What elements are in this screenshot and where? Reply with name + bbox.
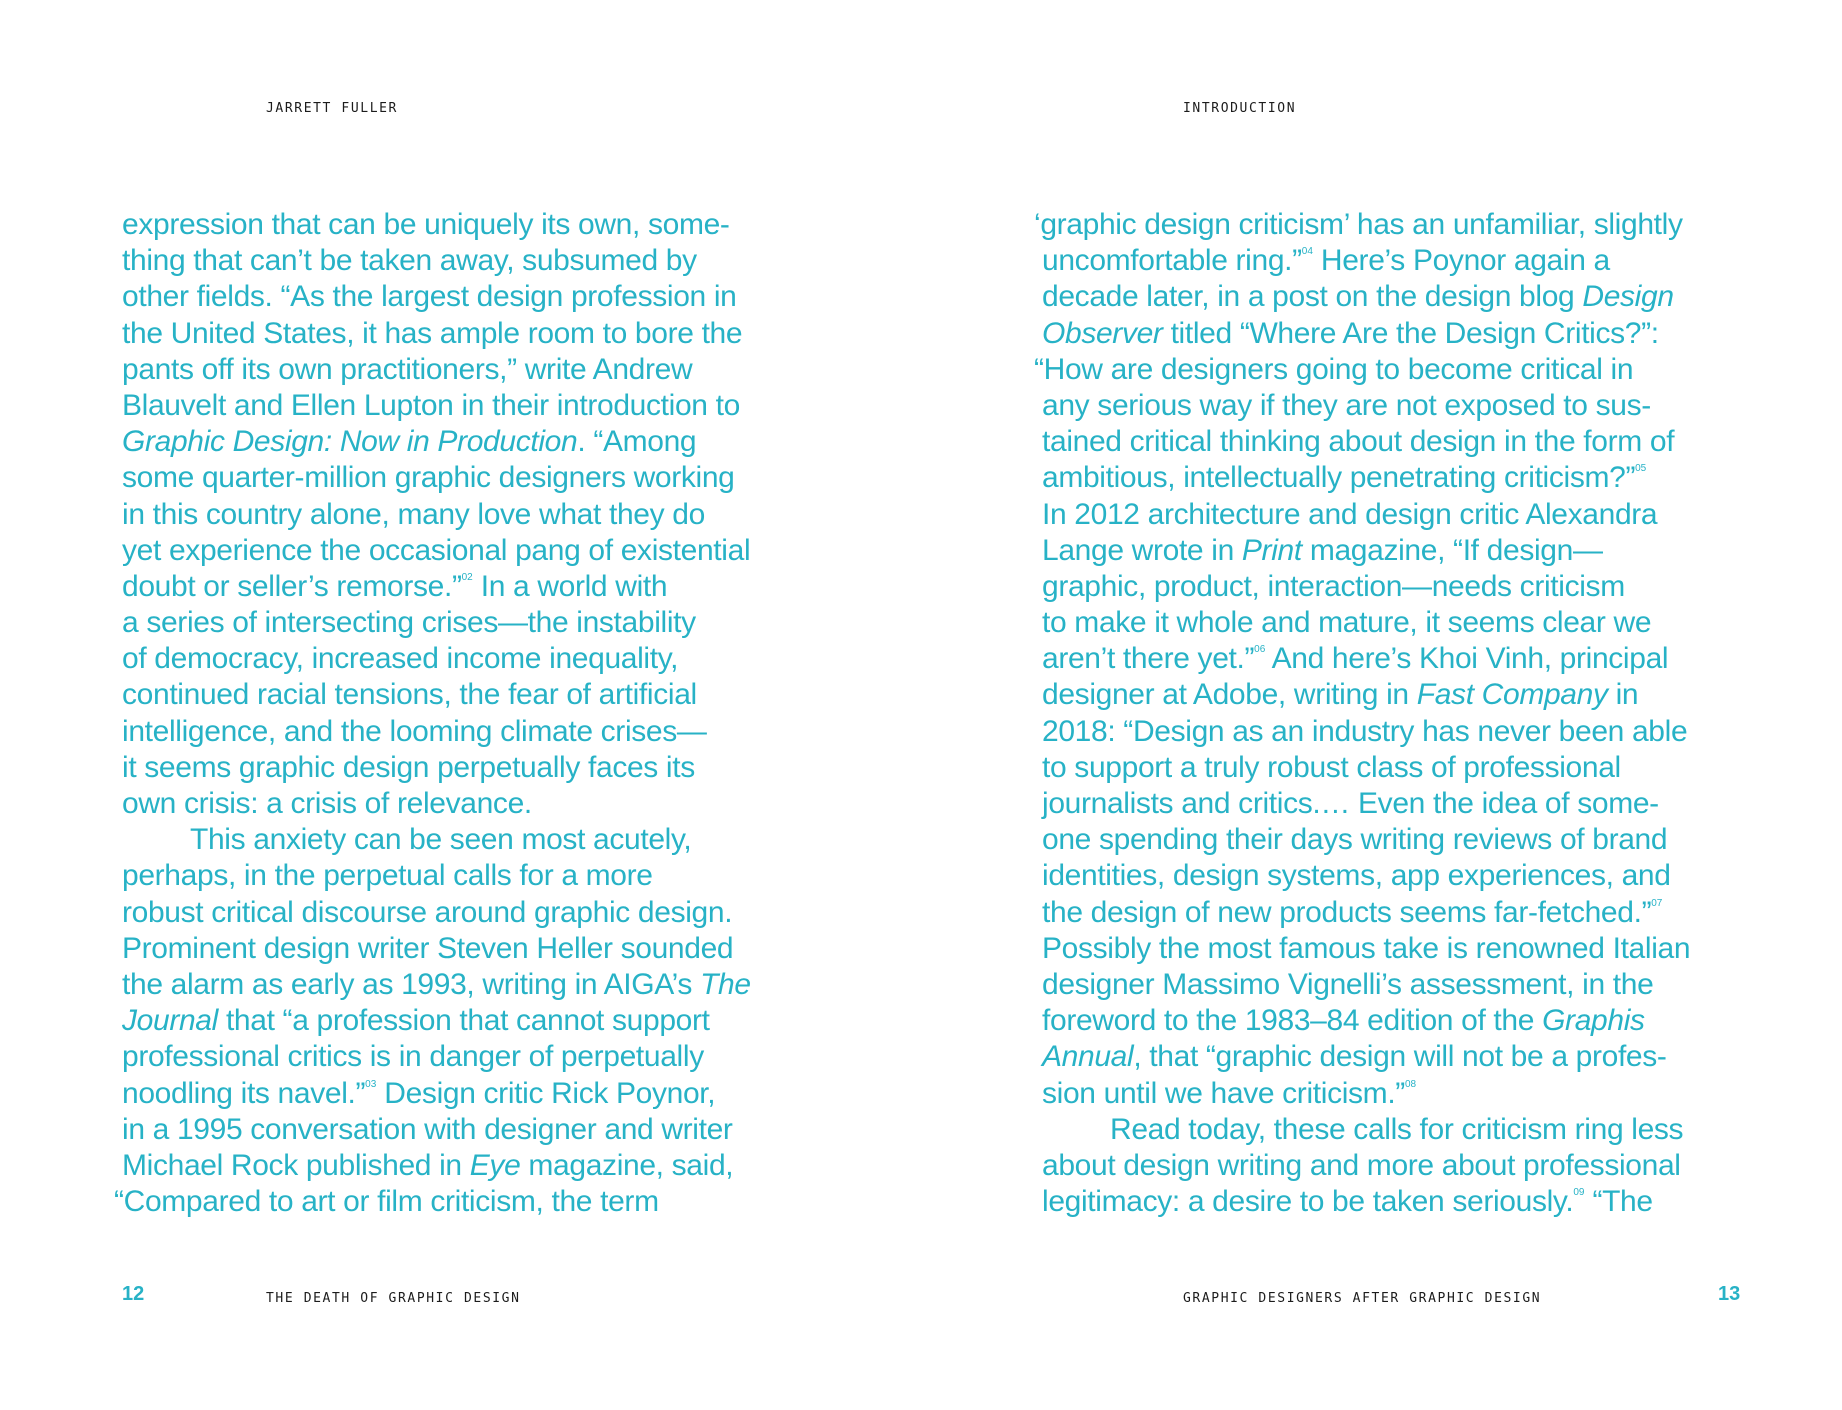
text-run: uncomfortable ring.” — [1042, 244, 1302, 278]
text-line — [122, 931, 751, 967]
text-line — [1042, 641, 1690, 677]
text-run: decade later, in a post on the design blog — [1042, 280, 1583, 314]
left-page-number: 12 — [122, 1283, 145, 1305]
text-line — [122, 822, 751, 858]
text-run: graphic, product, interaction—needs criticism — [1042, 569, 1625, 603]
italic-text: Graphis — [1542, 1004, 1645, 1038]
text-run: “Compared to art or film criticism, the term — [114, 1185, 659, 1219]
italic-text: Design — [1582, 280, 1674, 314]
text-line — [122, 352, 751, 388]
footnote-marker: 08 — [1404, 1078, 1417, 1090]
text-line — [122, 967, 751, 1003]
text-line — [122, 1112, 751, 1148]
text-line — [1042, 279, 1690, 315]
text-run: in a 1995 conversation with designer and writer — [122, 1112, 733, 1146]
text-run: other fields. “As the largest design profession in — [122, 280, 737, 314]
text-line — [1042, 460, 1690, 496]
text-line — [1042, 569, 1690, 605]
footnote-marker: 04 — [1301, 246, 1313, 258]
text-line — [1042, 1003, 1690, 1039]
text-line — [122, 605, 751, 641]
text-run: thing that can’t be taken away, subsumed by — [122, 244, 697, 278]
text-line — [122, 207, 751, 243]
text-run: This anxiety can be seen most acutely, — [190, 823, 692, 857]
italic-text: Fast Company — [1416, 678, 1608, 712]
text-line — [122, 714, 751, 750]
text-run: magazine, said, — [520, 1148, 734, 1182]
text-line — [1042, 424, 1690, 460]
text-line — [1034, 352, 1690, 388]
text-run: sion until we have criticism.” — [1042, 1076, 1405, 1110]
text-run: identities, design systems, app experiences, and — [1042, 859, 1671, 893]
text-run: it seems graphic design perpetually faces its — [122, 750, 695, 784]
text-run: designer Massimo Vignelli’s assessment, in the — [1042, 967, 1654, 1001]
text-run: professional critics is in danger of perpetually — [122, 1040, 704, 1074]
text-run: In a world with — [472, 569, 668, 603]
text-line — [122, 533, 751, 569]
italic-text: Print — [1241, 533, 1302, 567]
text-line — [122, 677, 751, 713]
text-line — [122, 424, 751, 460]
text-run: legitimacy: a desire to be taken seriously. — [1042, 1185, 1574, 1219]
text-run: “How are designers going to become critical in — [1034, 352, 1634, 386]
text-run: some quarter-million graphic designers working — [122, 461, 735, 495]
text-run: intelligence, and the looming climate crises— — [122, 714, 707, 748]
text-line — [122, 569, 751, 605]
text-run: the design of new products seems far-fetched.” — [1042, 895, 1652, 929]
text-run: Here’s Poynor again a — [1312, 244, 1610, 278]
text-line — [122, 388, 751, 424]
text-line — [1034, 207, 1690, 243]
italic-text: Annual — [1042, 1040, 1134, 1074]
text-run: 2018: “Design as an industry has never been able — [1042, 714, 1688, 748]
text-run: ambitious, intellectually penetrating criticism?” — [1042, 461, 1636, 495]
text-run: the United States, it has ample room to bore the — [122, 316, 743, 350]
text-line — [1042, 714, 1690, 750]
footnote-marker: 09 — [1573, 1187, 1585, 1199]
text-line — [122, 641, 751, 677]
text-run: magazine, “If design— — [1301, 533, 1603, 567]
text-line — [122, 858, 751, 894]
text-line — [122, 1039, 751, 1075]
text-line — [122, 786, 751, 822]
text-run: robust critical discourse around graphic design. — [122, 895, 733, 929]
footnote-marker: 06 — [1254, 644, 1266, 656]
text-line — [122, 497, 751, 533]
text-line — [1042, 497, 1690, 533]
text-run: . “Among — [577, 425, 697, 459]
text-run: continued racial tensions, the fear of artificial — [122, 678, 697, 712]
text-run: doubt or seller’s remorse.” — [122, 569, 462, 603]
text-run: And here’s Khoi Vinh, principal — [1265, 642, 1669, 676]
text-run: the alarm as early as 1993, writing in AIGA’s — [122, 967, 701, 1001]
italic-text: Eye — [469, 1148, 521, 1182]
text-line — [1042, 677, 1690, 713]
text-line — [122, 460, 751, 496]
text-run: Read today, these calls for criticism ring less — [1110, 1112, 1684, 1146]
text-run: “The — [1584, 1185, 1653, 1219]
text-run: yet experience the occasional pang of existential — [122, 533, 751, 567]
text-run: aren’t there yet.” — [1042, 642, 1255, 676]
footnote-marker: 03 — [365, 1078, 377, 1090]
text-line — [1042, 1039, 1690, 1075]
text-run: expression that can be uniquely its own, some- — [122, 208, 730, 241]
italic-text: Observer — [1042, 316, 1163, 350]
italic-text: The — [700, 967, 751, 1001]
text-run: Possibly the most famous take is renowned Italian — [1042, 931, 1691, 965]
text-line — [1042, 1148, 1690, 1184]
text-run: , that “graphic design will not be a profes- — [1133, 1040, 1667, 1074]
text-line — [122, 316, 751, 352]
text-run: Blauvelt and Ellen Lupton in their introduction to — [122, 388, 740, 422]
text-run: of democracy, increased income inequality, — [122, 642, 679, 676]
text-line — [1042, 786, 1690, 822]
italic-text: Graphic Design: Now in Production — [122, 425, 578, 459]
right-running-foot: GRAPHIC DESIGNERS AFTER GRAPHIC DESIGN — [1183, 1291, 1542, 1306]
left-body-text — [114, 207, 751, 1220]
text-run: one spending their days writing reviews of brand — [1042, 823, 1668, 857]
text-line — [1042, 822, 1690, 858]
text-line — [122, 279, 751, 315]
text-run: that “a profession that cannot support — [217, 1004, 710, 1038]
text-run: Prominent design writer Steven Heller sounded — [122, 931, 734, 965]
text-run: noodling its navel.” — [122, 1076, 366, 1110]
footnote-marker: 02 — [461, 571, 473, 583]
text-line — [114, 1184, 751, 1220]
text-line — [122, 750, 751, 786]
text-run: ‘graphic design criticism’ has an unfamiliar, slightly — [1034, 208, 1683, 241]
text-line — [122, 1076, 751, 1112]
text-line — [122, 895, 751, 931]
text-run: in — [1607, 678, 1639, 712]
italic-text: Journal — [122, 1004, 218, 1038]
text-line — [1042, 895, 1690, 931]
text-line — [1042, 605, 1690, 641]
text-run: designer at Adobe, writing in — [1042, 678, 1417, 712]
text-run: any serious way if they are not exposed to sus- — [1042, 388, 1651, 422]
text-line — [122, 1003, 751, 1039]
text-line — [1042, 858, 1690, 894]
left-running-foot: THE DEATH OF GRAPHIC DESIGN — [266, 1291, 521, 1306]
text-run: titled “Where Are the Design Critics?”: — [1162, 316, 1659, 350]
text-run: own crisis: a crisis of relevance. — [122, 787, 532, 820]
footnote-marker: 07 — [1651, 897, 1663, 909]
left-running-head: JARRETT FULLER — [266, 101, 398, 116]
text-line — [1042, 931, 1690, 967]
text-run: foreword to the 1983–84 edition of the — [1042, 1004, 1543, 1038]
text-run: Lange wrote in — [1042, 533, 1242, 567]
text-line — [1042, 533, 1690, 569]
text-line — [1042, 1112, 1690, 1148]
text-line — [122, 243, 751, 279]
text-run: In 2012 architecture and design critic Alexandra — [1042, 497, 1658, 531]
text-run: Design critic Rick Poynor, — [376, 1076, 716, 1110]
right-running-head: INTRODUCTION — [1183, 101, 1297, 116]
text-run: Michael Rock published in — [122, 1148, 470, 1182]
text-run: to support a truly robust class of professional — [1042, 750, 1621, 784]
footnote-marker: 05 — [1635, 463, 1647, 475]
right-page-number: 13 — [1718, 1283, 1741, 1305]
text-run: in this country alone, many love what they do — [122, 497, 705, 531]
right-body-text — [1034, 207, 1691, 1220]
text-line — [1042, 388, 1690, 424]
text-run: journalists and critics.… Even the idea of some- — [1042, 787, 1659, 820]
text-line — [1042, 967, 1690, 1003]
text-run: tained critical thinking about design in the form of — [1042, 425, 1675, 459]
text-line — [1042, 316, 1690, 352]
text-run: perhaps, in the perpetual calls for a more — [122, 859, 653, 893]
text-run: a series of intersecting crises—the instability — [122, 606, 696, 640]
text-line — [1042, 1076, 1690, 1112]
text-run: about design writing and more about professional — [1042, 1148, 1681, 1182]
text-line — [1042, 243, 1690, 279]
text-line — [1042, 1184, 1690, 1220]
text-run: to make it whole and mature, it seems clear we — [1042, 606, 1652, 640]
text-run: pants off its own practitioners,” write Andrew — [122, 352, 693, 386]
text-line — [122, 1148, 751, 1184]
text-line — [1042, 750, 1690, 786]
